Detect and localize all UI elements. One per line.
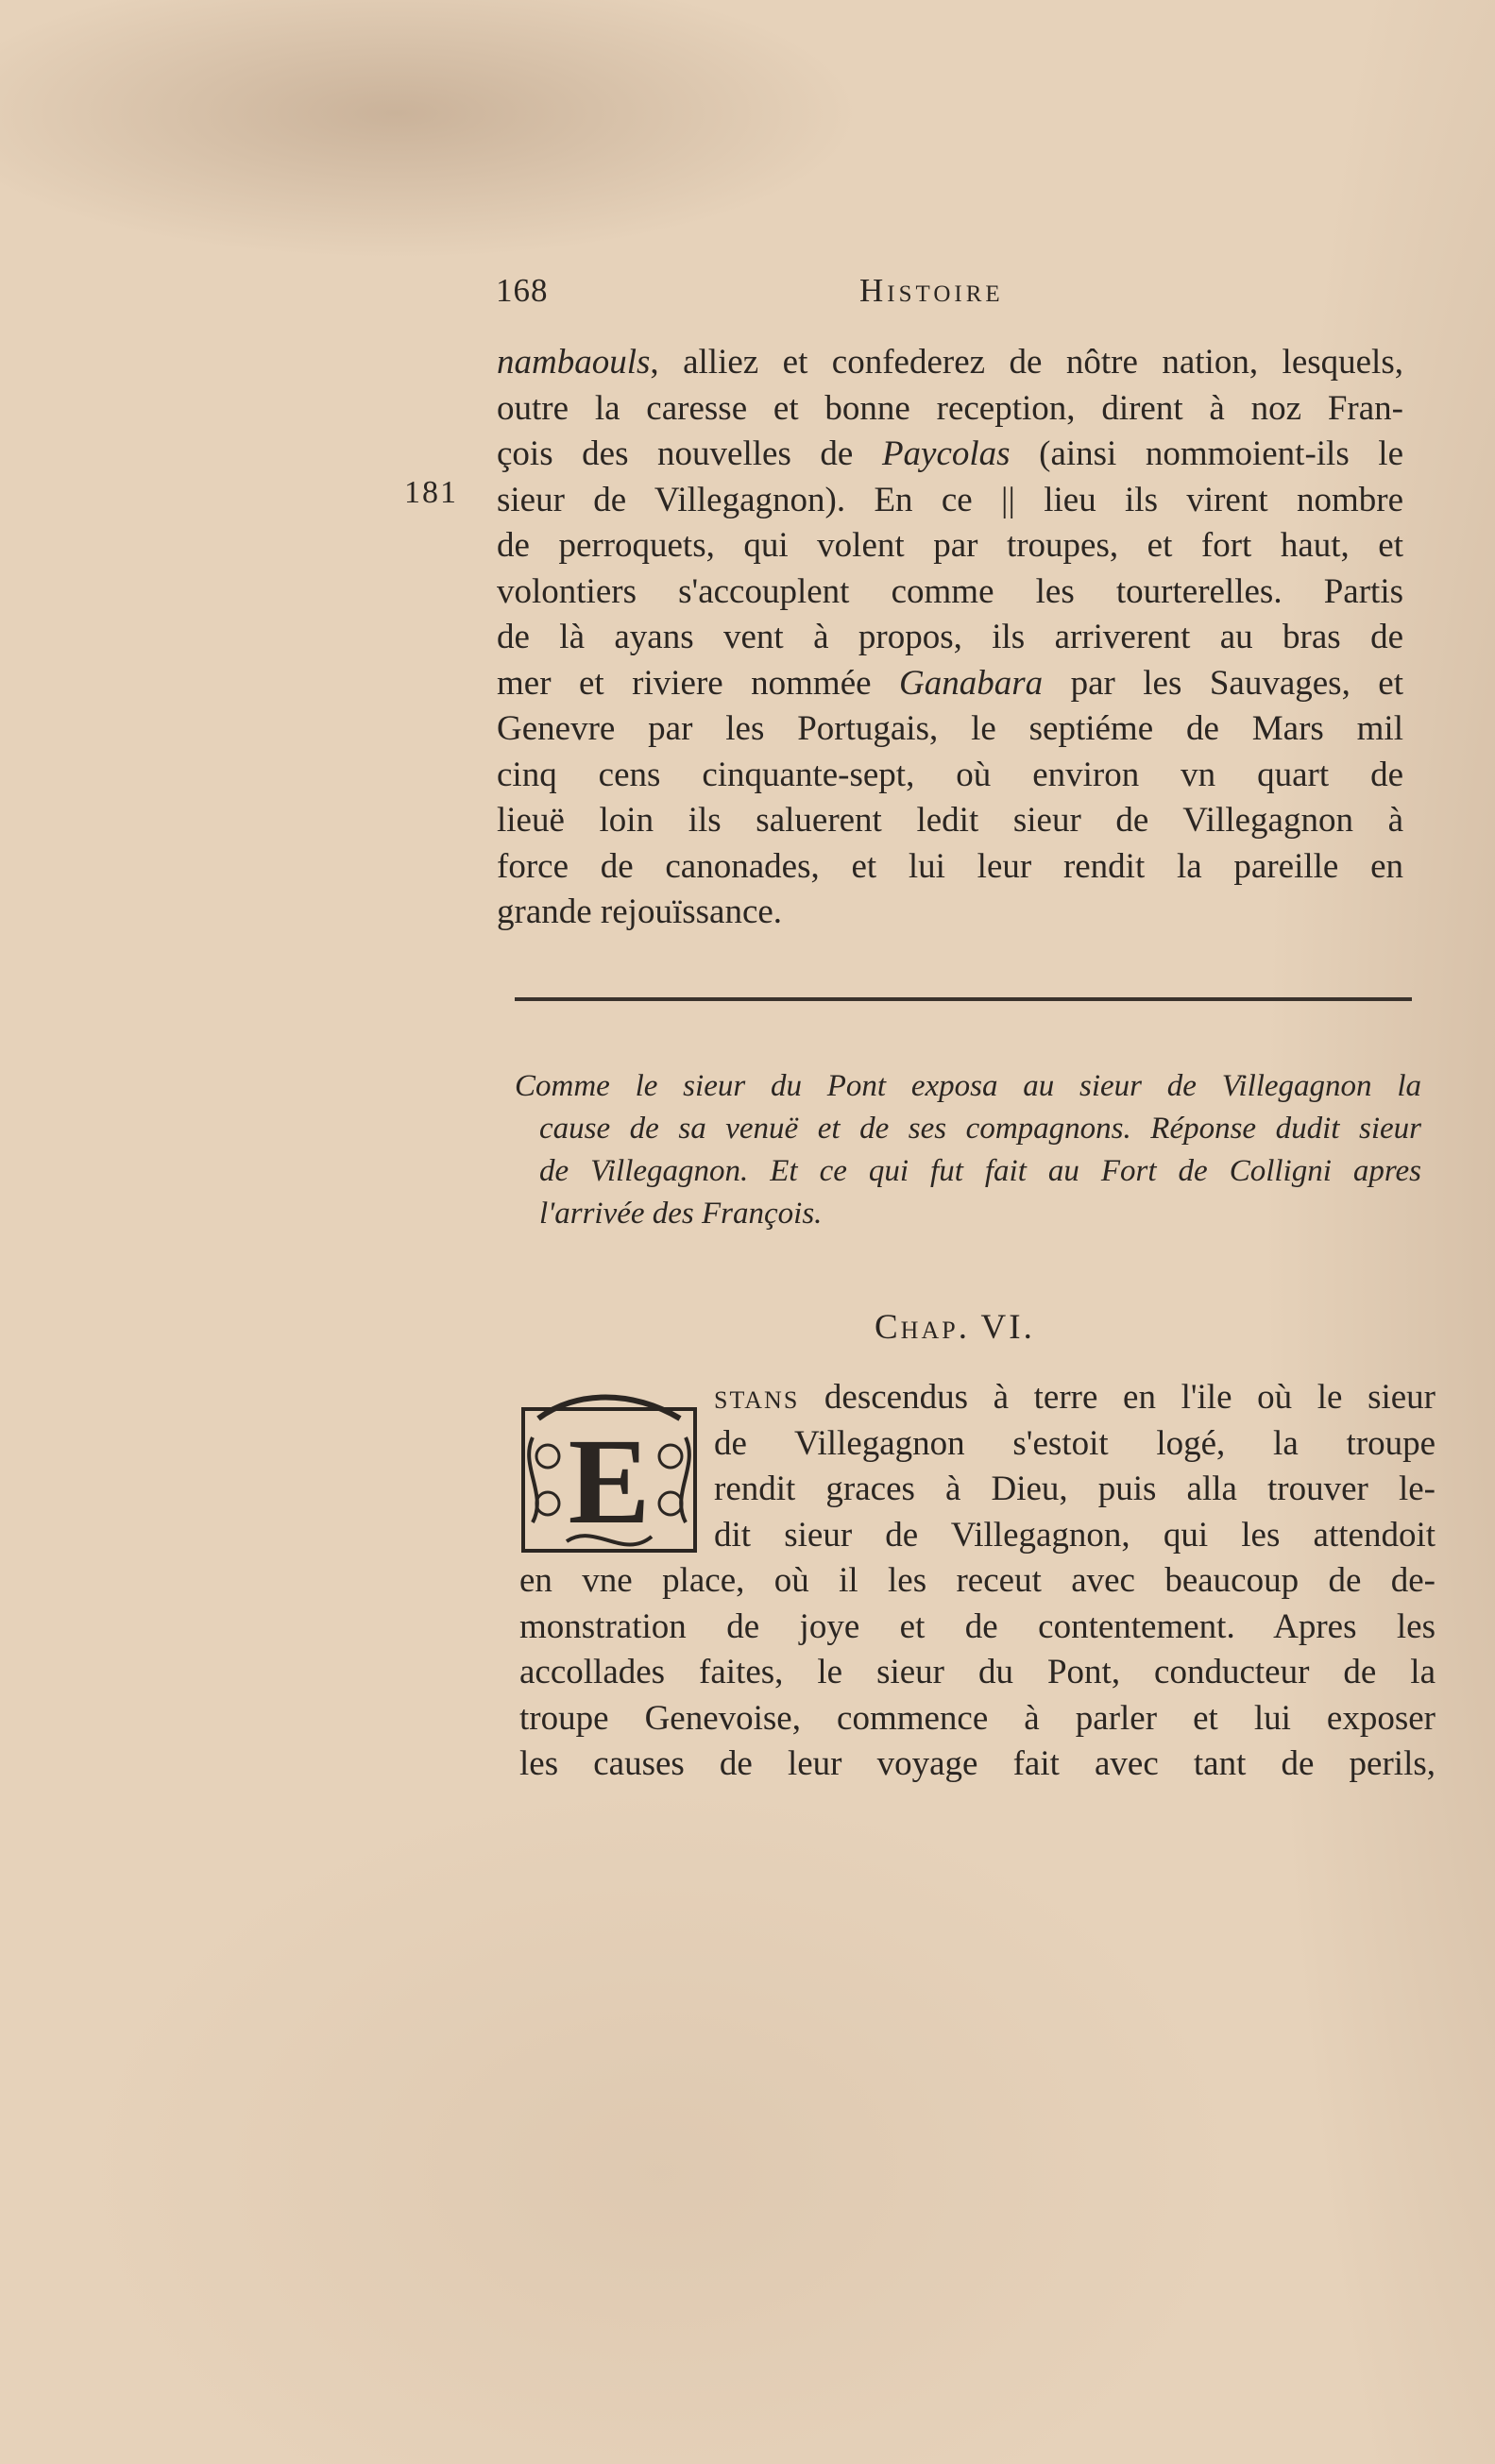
text-line: rendit graces à Dieu, puis alla trouver le- — [714, 1470, 1436, 1508]
text-run: çois des nouvelles de — [497, 434, 882, 473]
text-line: cinq cens cinquante-sept, où environ vn quart de — [497, 755, 1403, 794]
text-run: (ainsi nommoient-ils le — [1010, 434, 1403, 473]
text-line — [497, 340, 1403, 386]
text-line: les causes de leur voyage fait avec tant de perils, — [519, 1744, 1436, 1783]
italic-word: Paycolas — [881, 434, 1011, 473]
summary-line: de Villegagnon. Et ce qui fut fait au Fort de Colligni apres — [539, 1154, 1421, 1188]
text-line: force de canonades, et lui leur rendit la pareille en — [497, 846, 1403, 886]
summary-line: l'arrivée des François. — [539, 1197, 823, 1231]
text-line: de Villegagnon s'estoit logé, la troupe — [714, 1423, 1436, 1463]
text-line: dit sieur de Villegagnon, qui les attendoit — [714, 1515, 1436, 1555]
text-line — [497, 432, 1403, 478]
text-line: Genevre par les Portugais, le septiéme de Mars mil — [497, 709, 1403, 748]
text-line: troupe Genevoise, commence à parler et lui exposer — [519, 1698, 1436, 1738]
text-line: grande rejouïssance. — [497, 892, 783, 931]
summary-line: Comme le sieur du Pont exposa au sieur de Villegagnon la — [515, 1069, 1421, 1103]
summary-line: cause de sa venuë et de ses compagnons. Réponse dudit sieur — [539, 1112, 1421, 1146]
text-line: lieuë loin ils saluerent ledit sieur de Villegagnon à — [497, 801, 1403, 840]
italic-word: nambaouls — [497, 343, 651, 382]
text-line: de perroquets, qui volent par troupes, et fort haut, et — [497, 526, 1403, 565]
running-title: Histoire — [859, 272, 1004, 309]
margin-note: 181 — [404, 475, 458, 510]
text-line: sieur de Villegagnon). En ce || lieu ils virent nombre — [497, 480, 1403, 519]
text-line: outre la caresse et bonne reception, dirent à noz Fran- — [497, 388, 1403, 428]
chapter-summary — [515, 1065, 1421, 1235]
paragraph — [497, 340, 1403, 936]
text-line: accollades faites, le sieur du Pont, conducteur de la — [519, 1653, 1436, 1691]
small-caps-word: stans — [714, 1378, 800, 1417]
running-head — [496, 272, 1081, 314]
text-line: de là ayans vent à propos, ils arriverent au bras de — [497, 618, 1403, 656]
italic-word: Ganabara — [899, 663, 1044, 703]
chapter-paragraph — [519, 1375, 1436, 1788]
page-number: 168 — [496, 272, 549, 309]
text-line: monstration de joye et de contentement. Apres les — [519, 1606, 1436, 1646]
text-line: volontiers s'accouplent comme les tourterelles. Partis — [497, 571, 1403, 611]
text-run: mer et riviere nommée — [497, 663, 899, 703]
text-line — [714, 1375, 1436, 1421]
drop-cap-letter: E — [568, 1414, 651, 1550]
text-run: descendus à terre en l'ile où le sieur — [799, 1378, 1436, 1417]
text-run: par les Sauvages, et — [1043, 663, 1403, 703]
text-run: , alliez et confederez de nôtre nation, lesquels, — [650, 343, 1403, 382]
section-divider — [515, 997, 1412, 1001]
text-line — [497, 661, 1403, 707]
chapter-heading: Chap. VI. — [875, 1308, 1035, 1347]
text-line: en vne place, où il les receut avec beaucoup de de- — [519, 1561, 1436, 1600]
